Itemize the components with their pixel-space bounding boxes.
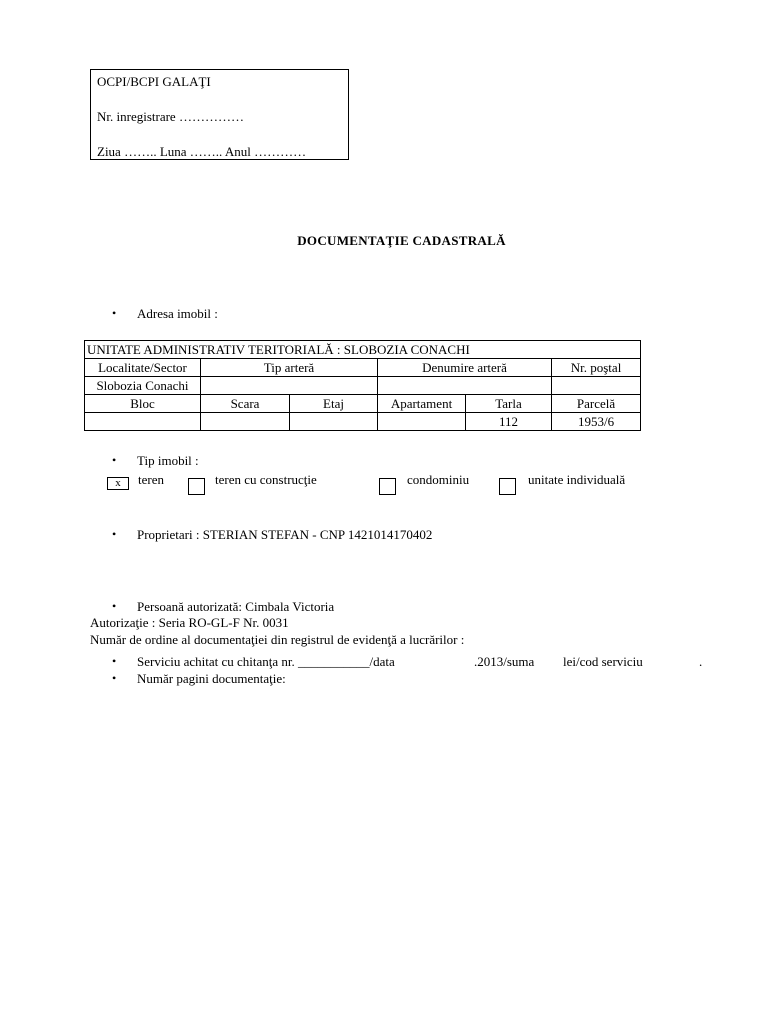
registration-box xyxy=(90,69,349,160)
cell-denumire-artera xyxy=(378,377,552,395)
property-type-label: Tip imobil : xyxy=(137,453,199,468)
bullet-icon: • xyxy=(112,599,117,613)
cell-etaj xyxy=(290,413,378,431)
header-bloc: Bloc xyxy=(85,395,201,413)
cell-scara xyxy=(201,413,290,431)
header-nr-postal: Nr. poştal xyxy=(552,359,641,377)
header-tarla: Tarla xyxy=(466,395,552,413)
cell-bloc xyxy=(85,413,201,431)
order-number-line: Număr de ordine al documentaţiei din registrul de evidenţă a lucrărilor : xyxy=(90,632,465,647)
header-scara: Scara xyxy=(201,395,290,413)
checkbox-teren-cu-constructie[interactable] xyxy=(188,478,205,495)
option-label-teren: teren xyxy=(138,472,164,487)
registration-date-field: Ziua …….. Luna …….. Anul ………… xyxy=(97,144,307,159)
option-label-unitate-individuala: unitate individuală xyxy=(528,472,626,487)
option-label-condominiu: condominiu xyxy=(407,472,470,487)
office-name: OCPI/BCPI GALAŢI xyxy=(97,74,211,89)
registration-number-field: Nr. inregistrare …………… xyxy=(97,109,244,124)
authorization-line: Autorizaţie : Seria RO-GL-F Nr. 0031 xyxy=(90,615,289,630)
cell-localitate: Slobozia Conachi xyxy=(85,377,201,395)
header-denumire-artera: Denumire arteră xyxy=(378,359,552,377)
address-table xyxy=(84,340,641,431)
cell-nr-postal xyxy=(552,377,641,395)
authorized-person-line: Persoană autorizată: Cimbala Victoria xyxy=(137,599,335,614)
bullet-icon: • xyxy=(112,671,117,685)
payment-receipt-text: Serviciu achitat cu chitanţa nr. ___________/data xyxy=(137,654,395,669)
owners-line: Proprietari : STERIAN STEFAN - CNP 1421014170402 xyxy=(137,527,433,542)
pages-count-line: Număr pagini documentaţie: xyxy=(137,671,286,686)
checkbox-unitate-individuala[interactable] xyxy=(499,478,516,495)
payment-end-dot: . xyxy=(699,654,703,669)
header-tip-artera: Tip arteră xyxy=(201,359,378,377)
bullet-icon: • xyxy=(112,453,117,467)
cell-apartament xyxy=(378,413,466,431)
bullet-icon: • xyxy=(112,306,117,320)
cell-tip-artera xyxy=(201,377,378,395)
bullet-icon: • xyxy=(112,654,117,668)
header-etaj: Etaj xyxy=(290,395,378,413)
document-title: DOCUMENTAŢIE CADASTRALĂ xyxy=(297,233,506,248)
checkbox-condominiu[interactable] xyxy=(379,478,396,495)
cell-parcela: 1953/6 xyxy=(552,413,641,431)
header-parcela: Parcelă xyxy=(552,395,641,413)
checkbox-teren[interactable]: x xyxy=(107,477,129,490)
bullet-icon: • xyxy=(112,527,117,541)
cell-tarla: 112 xyxy=(466,413,552,431)
address-label: Adresa imobil : xyxy=(137,306,218,321)
option-label-teren-cu-constructie: teren cu construcţie xyxy=(215,472,317,487)
payment-service-text: lei/cod serviciu xyxy=(563,654,643,669)
header-localitate: Localitate/Sector xyxy=(85,359,201,377)
header-apartament: Apartament xyxy=(378,395,466,413)
payment-year-text: .2013/suma xyxy=(474,654,535,669)
uat-cell: UNITATE ADMINISTRATIV TERITORIALĂ : SLOBOZIA CONACHI xyxy=(85,341,641,359)
